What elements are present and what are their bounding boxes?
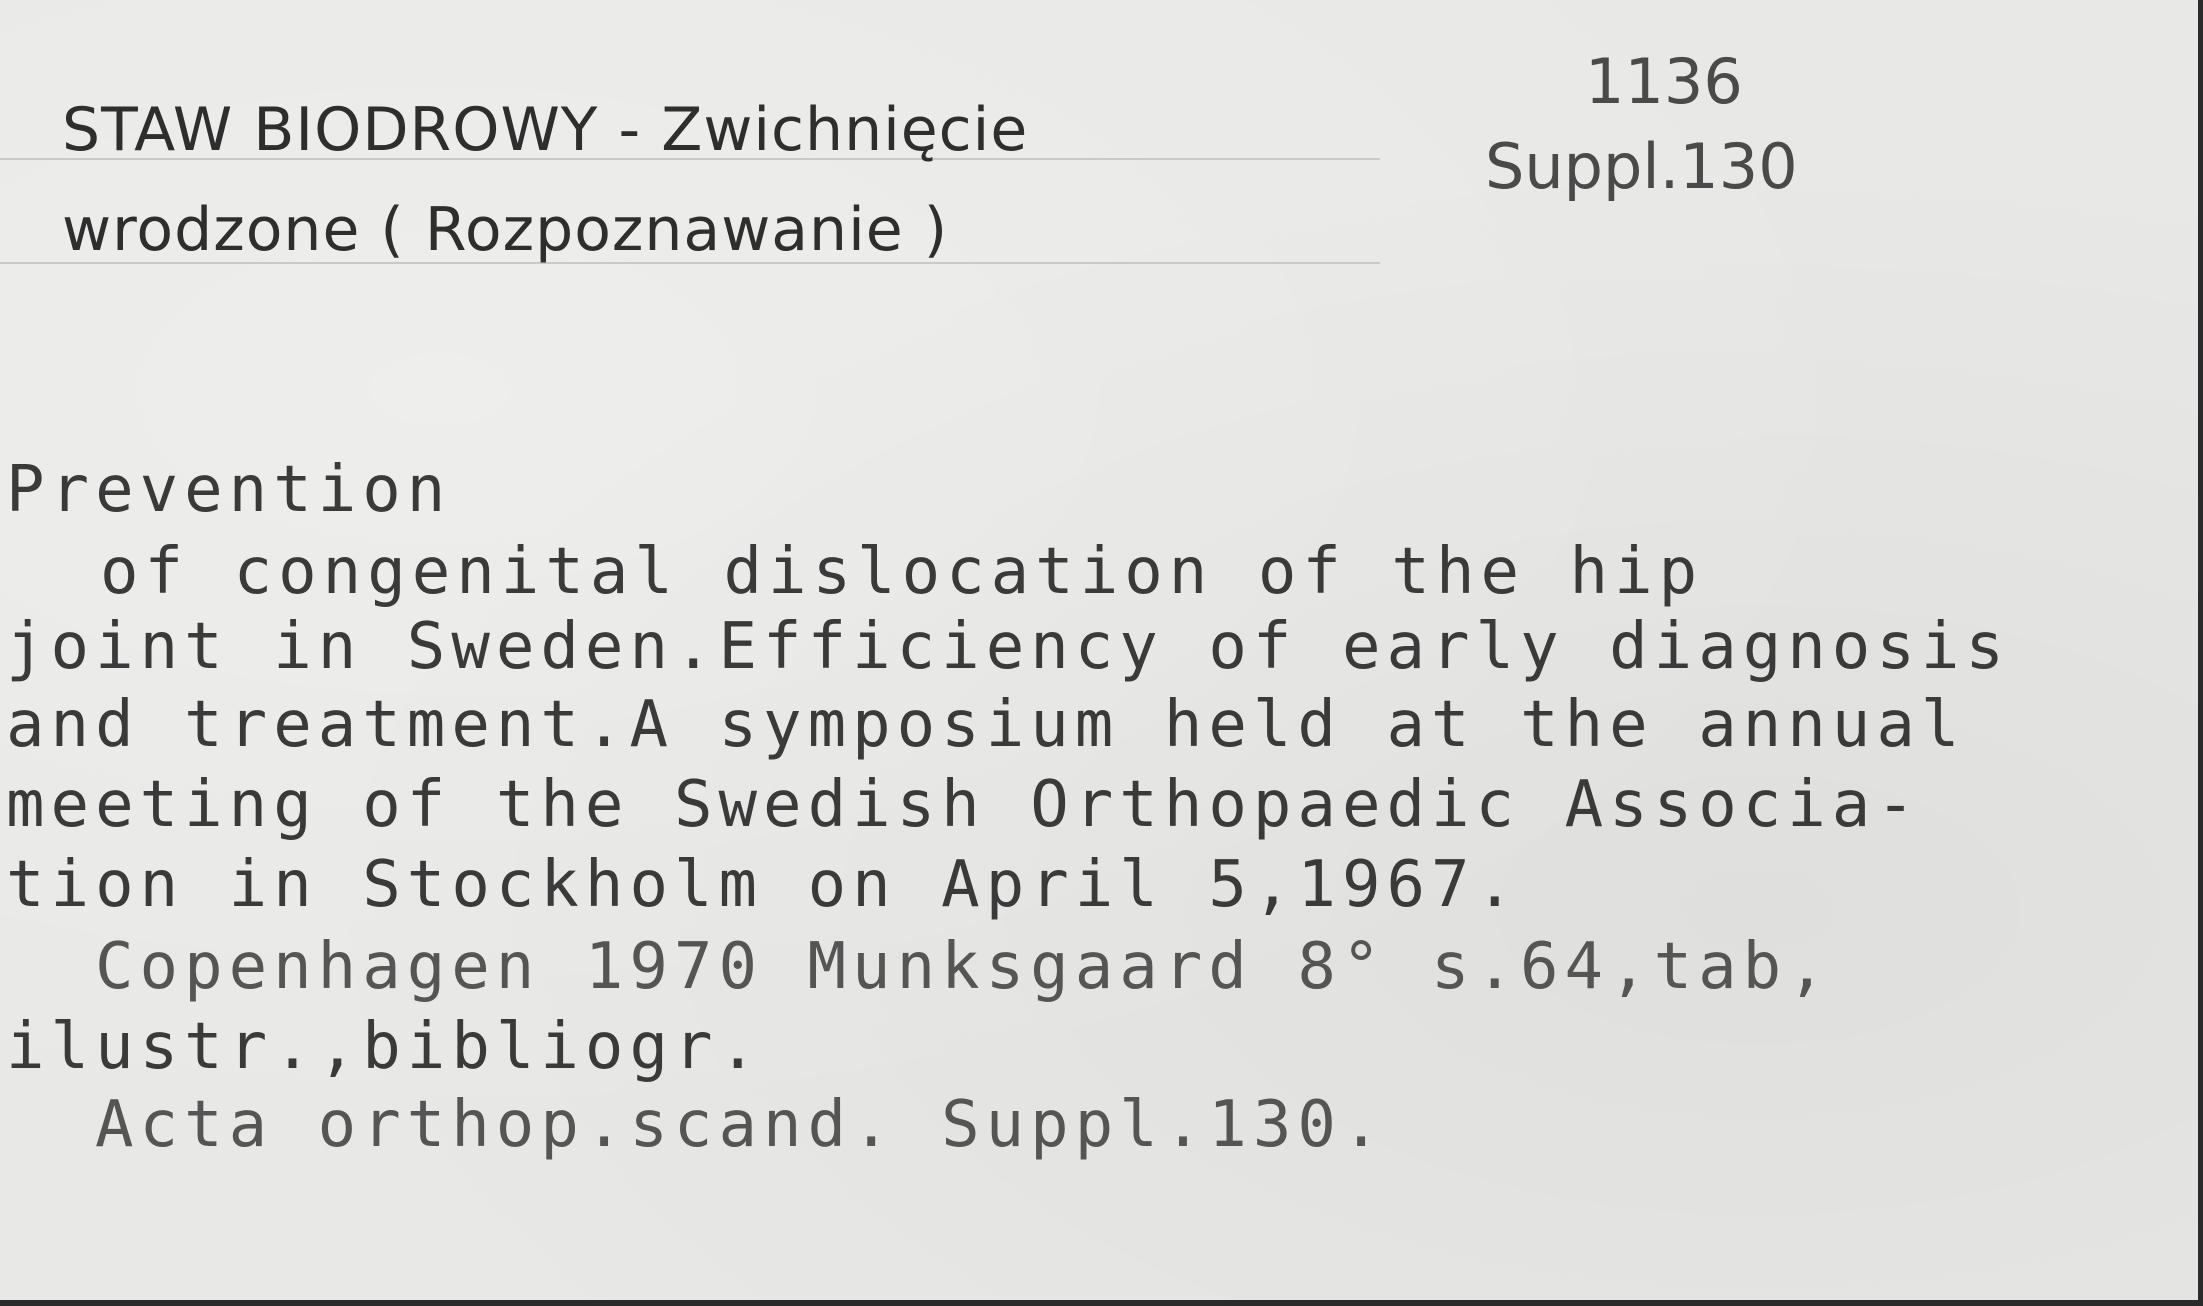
body-line-1: of congenital dislocation of the hip (100, 535, 1704, 609)
subject-heading-line-1: STAW BIODROWY - Zwichnięcie (62, 95, 1029, 165)
supplement-reference: Suppl.130 (1485, 130, 1798, 203)
body-line-5: tion in Stockholm on April 5,1967. (6, 848, 1521, 922)
body-line-3: and treatment.A symposium held at the annual (6, 688, 1966, 762)
imprint-line-1: Copenhagen 1970 Munksgaard 8° s.64,tab, (95, 930, 1832, 1004)
series-line: Acta orthop.scand. Suppl.130. (95, 1088, 1387, 1162)
body-line-4: meeting of the Swedish Orthopaedic Associa- (6, 768, 1921, 842)
imprint-line-2: ilustr.,bibliogr. (6, 1010, 764, 1084)
body-line-2: joint in Sweden.Efficiency of early diagnosis (6, 610, 2010, 684)
title-word: Prevention (6, 453, 452, 527)
subject-heading-line-2: wrodzone ( Rozpoznawanie ) (62, 195, 949, 265)
call-number: 1136 (1585, 45, 1743, 118)
